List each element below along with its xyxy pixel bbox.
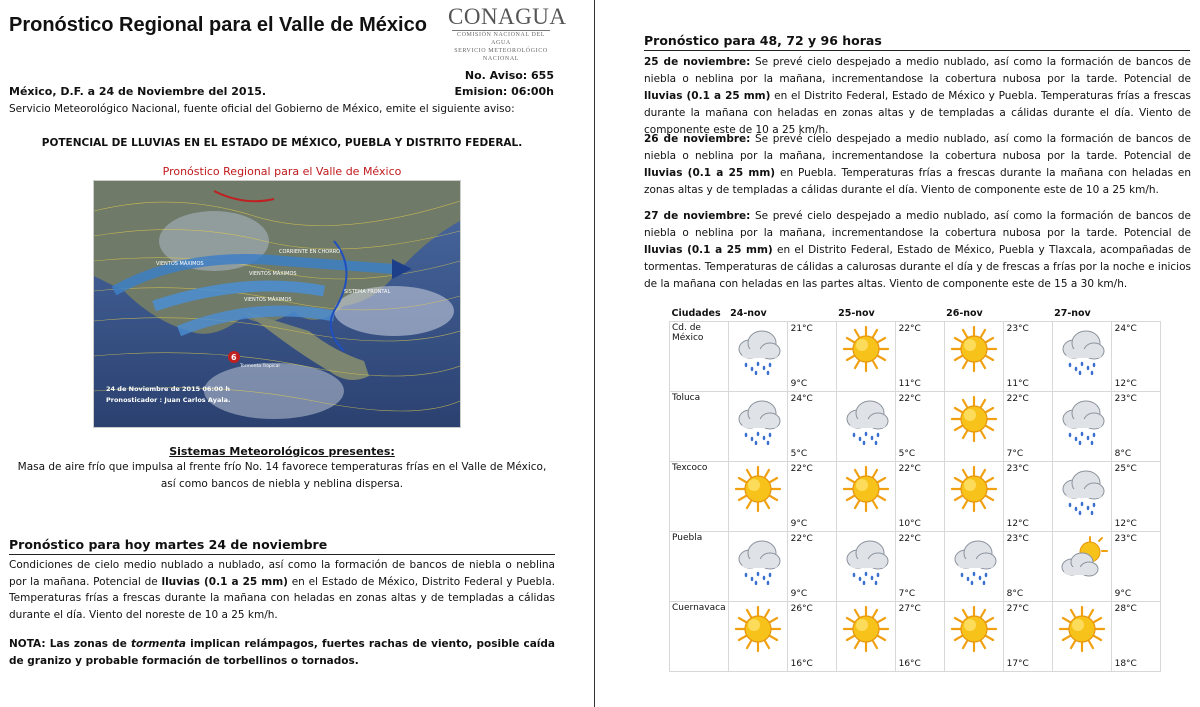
temperature-cell bbox=[787, 602, 836, 672]
temperature-cell bbox=[895, 392, 944, 462]
weather-map bbox=[93, 180, 461, 428]
table-header-row bbox=[670, 305, 1161, 322]
storm-number: 6 bbox=[231, 353, 237, 362]
min-temperature: 5°C bbox=[790, 449, 808, 459]
logo-subtitle-1: COMISIÓN NACIONAL DEL AGUA bbox=[456, 32, 546, 46]
max-temperature: 24°C bbox=[1114, 324, 1137, 334]
sunny-icon bbox=[944, 462, 1003, 532]
right-page bbox=[602, 0, 1200, 707]
max-temperature: 22°C bbox=[1006, 394, 1029, 404]
map-label-storm: Tormenta Tropical bbox=[240, 364, 280, 369]
systems-title: Sistemas Meteorológicos presentes: bbox=[169, 445, 395, 458]
max-temperature: 23°C bbox=[1006, 324, 1029, 334]
header-date: 27-nov bbox=[1054, 307, 1091, 319]
page-title: Pronóstico Regional para el Valle de México bbox=[9, 14, 427, 36]
temperature-cell bbox=[787, 462, 836, 532]
max-temperature: 23°C bbox=[1006, 464, 1029, 474]
table-row bbox=[670, 462, 1161, 532]
min-temperature: 5°C bbox=[898, 449, 916, 459]
max-temperature: 22°C bbox=[898, 324, 921, 334]
min-temperature: 7°C bbox=[1006, 449, 1024, 459]
issue-date: México, D.F. a 24 de Noviembre del 2015. bbox=[9, 85, 267, 98]
rain-cloud-icon bbox=[836, 532, 895, 602]
rain-cloud-icon bbox=[1052, 322, 1111, 392]
temperature-cell bbox=[1111, 392, 1160, 462]
forecast-day-27: 27 de noviembre: Se prevé cielo despejado a medio nublado, así como la formación de bancos de niebla o neblina por la mañana, incrementandose la cobertura nubosa por la tarde. Potencial de lluvias (0.1 a 25 mm) en el Distrito Federal, Estado de México, Puebla y Tlaxcala, acompañadas de tormentas. Temperaturas de cálidas a calurosas durante el día y de frescas a frías por la noche e inicios de la mañana con heladas en las partes altas. Viento de componente este de 15 a 30 km/h. bbox=[644, 210, 1191, 290]
temperature-cell bbox=[1111, 602, 1160, 672]
max-temperature: 28°C bbox=[1114, 604, 1137, 614]
max-temperature: 22°C bbox=[898, 534, 921, 544]
max-temperature: 23°C bbox=[1114, 394, 1137, 404]
temperature-cell bbox=[1003, 532, 1052, 602]
temperature-cell bbox=[895, 322, 944, 392]
headline: POTENCIAL DE LLUVIAS EN EL ESTADO DE MÉXICO, PUEBLA Y DISTRITO FEDERAL. bbox=[41, 137, 523, 149]
rain-cloud-icon bbox=[1052, 462, 1111, 532]
map-label-winds-1: VIENTOS MÁXIMOS bbox=[156, 261, 204, 267]
max-temperature: 25°C bbox=[1114, 464, 1137, 474]
aviso-number: No. Aviso: 655 bbox=[464, 69, 554, 82]
map-forecaster: Pronosticador : Juan Carlos Ayala. bbox=[106, 396, 231, 404]
header-date: 26-nov bbox=[946, 307, 983, 319]
table-row bbox=[670, 602, 1161, 672]
header-date: 24-nov bbox=[730, 307, 767, 319]
max-temperature: 26°C bbox=[790, 604, 813, 614]
min-temperature: 11°C bbox=[1006, 379, 1029, 389]
temperature-cell bbox=[895, 532, 944, 602]
temperature-cell bbox=[1003, 322, 1052, 392]
today-section-title: Pronóstico para hoy martes 24 de noviembre bbox=[9, 537, 555, 555]
sunny-icon bbox=[836, 602, 895, 672]
map-label-winds-2: VIENTOS MÁXIMOS bbox=[249, 271, 297, 277]
map-label-front: SISTEMA FRONTAL bbox=[344, 289, 391, 295]
temperature-cell bbox=[895, 602, 944, 672]
city-name: Puebla bbox=[670, 532, 729, 602]
map-label-jet: CORRIENTE EN CHORRO bbox=[279, 249, 341, 255]
storm-note: NOTA: Las zonas de tormenta implican relámpagos, fuertes rachas de viento, posible caída de granizo y probable formación de torbellinos o tornados. bbox=[9, 638, 555, 667]
forecast-table bbox=[669, 305, 1161, 672]
max-temperature: 23°C bbox=[1006, 534, 1029, 544]
intro-text: Servicio Meteorológico Nacional, fuente oficial del Gobierno de México, emite el siguiente aviso: bbox=[9, 103, 515, 115]
rain-cloud-icon bbox=[728, 322, 787, 392]
city-name: Texcoco bbox=[670, 462, 729, 532]
forecast-day-26: 26 de noviembre: Se prevé cielo despejado a medio nublado, así como la formación de bancos de niebla o neblina por la mañana, incrementandose la cobertura nubosa por la tarde. Potencial de lluvias (0.1 a 25 mm) en Puebla. Temperaturas frías a frescas durante la mañana con heladas en zonas altas y de templadas a cálidas durante el día. Viento de componente este de 10 a 25 km/h. bbox=[644, 133, 1191, 196]
min-temperature: 16°C bbox=[790, 659, 813, 669]
min-temperature: 12°C bbox=[1114, 379, 1137, 389]
min-temperature: 12°C bbox=[1114, 519, 1137, 529]
sunny-icon bbox=[944, 602, 1003, 672]
header-date: 25-nov bbox=[838, 307, 875, 319]
temperature-cell bbox=[1003, 462, 1052, 532]
min-temperature: 9°C bbox=[1114, 589, 1132, 599]
extended-forecast-title: Pronóstico para 48, 72 y 96 horas bbox=[644, 33, 1190, 51]
map-label-winds-3: VIENTOS MÁXIMOS bbox=[244, 297, 292, 303]
city-name: Cd. de México bbox=[670, 322, 729, 392]
city-name: Toluca bbox=[670, 392, 729, 462]
today-forecast: Condiciones de cielo medio nublado a nublado, así como la formación de bancos de niebla o neblina por la mañana. Potencial de lluvias (0.1 a 25 mm) en el Estado de México, Distrito Federal y Puebla. Temperaturas frías a frescas durante la mañana con heladas en zonas altas y de templadas a cálidas durante el día. Viento del noreste de 10 a 25 km/h. bbox=[9, 559, 555, 621]
map-date: 24 de Noviembre de 2015 06:00 h bbox=[106, 385, 230, 393]
sunny-icon bbox=[728, 462, 787, 532]
sunny-icon bbox=[944, 322, 1003, 392]
max-temperature: 22°C bbox=[790, 534, 813, 544]
conagua-logo bbox=[448, 4, 567, 63]
max-temperature: 27°C bbox=[898, 604, 921, 614]
table-row bbox=[670, 322, 1161, 392]
min-temperature: 9°C bbox=[790, 589, 808, 599]
min-temperature: 12°C bbox=[1006, 519, 1029, 529]
table-row bbox=[670, 392, 1161, 462]
temperature-cell bbox=[787, 532, 836, 602]
temperature-cell bbox=[1111, 462, 1160, 532]
logo-name: CONAGUA bbox=[448, 4, 567, 29]
temperature-cell bbox=[787, 322, 836, 392]
temperature-cell bbox=[1111, 322, 1160, 392]
min-temperature: 7°C bbox=[898, 589, 916, 599]
temperature-cell bbox=[787, 392, 836, 462]
max-temperature: 23°C bbox=[1114, 534, 1137, 544]
min-temperature: 8°C bbox=[1006, 589, 1024, 599]
city-name: Cuernavaca bbox=[670, 602, 729, 672]
max-temperature: 22°C bbox=[898, 464, 921, 474]
rain-cloud-icon bbox=[728, 392, 787, 462]
max-temperature: 22°C bbox=[790, 464, 813, 474]
max-temperature: 22°C bbox=[898, 394, 921, 404]
min-temperature: 17°C bbox=[1006, 659, 1029, 669]
sunny-icon bbox=[1052, 602, 1111, 672]
min-temperature: 18°C bbox=[1114, 659, 1137, 669]
partly-cloudy-icon bbox=[1052, 532, 1111, 602]
max-temperature: 27°C bbox=[1006, 604, 1029, 614]
logo-subtitle-2: SERVICIO METEOROLÓGICO NACIONAL bbox=[454, 48, 548, 62]
min-temperature: 16°C bbox=[898, 659, 921, 669]
min-temperature: 11°C bbox=[898, 379, 921, 389]
sunny-icon bbox=[944, 392, 1003, 462]
systems-text: Masa de aire frío que impulsa al frente frío No. 14 favorece temperaturas frías en el Valle de México, así como bancos de niebla y neblina dispersa. bbox=[17, 461, 547, 490]
min-temperature: 9°C bbox=[790, 379, 808, 389]
sunny-icon bbox=[836, 322, 895, 392]
rain-cloud-icon bbox=[728, 532, 787, 602]
max-temperature: 24°C bbox=[790, 394, 813, 404]
max-temperature: 21°C bbox=[790, 324, 813, 334]
temperature-cell bbox=[1003, 392, 1052, 462]
temperature-cell bbox=[1003, 602, 1052, 672]
header-cities: Ciudades bbox=[671, 307, 721, 319]
table-row bbox=[670, 532, 1161, 602]
sunny-icon bbox=[728, 602, 787, 672]
forecast-day-25: 25 de noviembre: Se prevé cielo despejado a medio nublado, así como la formación de bancos de niebla o neblina por la mañana, incrementandose la cobertura nubosa por la tarde. Potencial de lluvias (0.1 a 25 mm) en el Distrito Federal, Estado de México y Puebla. Temperaturas frías a frescas durante la mañana con heladas en zonas altas y de templadas a cálidas durante el día. Viento de componente este de 10 a 25 km/h. bbox=[644, 56, 1192, 136]
min-temperature: 10°C bbox=[898, 519, 921, 529]
map-caption: Pronóstico Regional para el Valle de México bbox=[162, 165, 402, 178]
rain-cloud-icon bbox=[944, 532, 1003, 602]
min-temperature: 9°C bbox=[790, 519, 808, 529]
sunny-icon bbox=[836, 462, 895, 532]
temperature-cell bbox=[895, 462, 944, 532]
min-temperature: 8°C bbox=[1114, 449, 1132, 459]
rain-cloud-icon bbox=[836, 392, 895, 462]
left-page bbox=[0, 0, 594, 707]
rain-cloud-icon bbox=[1052, 392, 1111, 462]
emission-time: Emision: 06:00h bbox=[454, 85, 554, 98]
temperature-cell bbox=[1111, 532, 1160, 602]
